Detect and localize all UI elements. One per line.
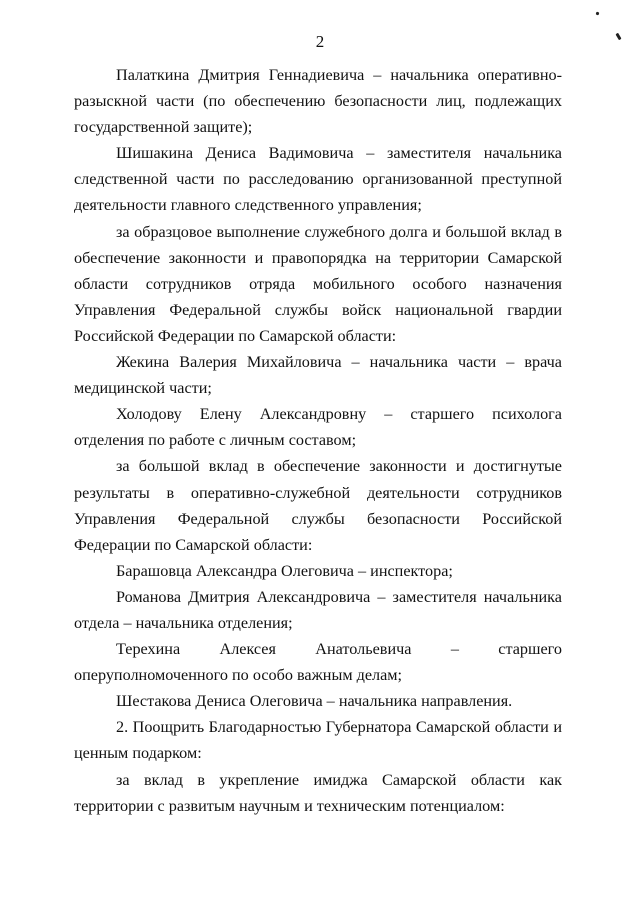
- award-reason-paragraph: за большой вклад в обеспечение законности и достигнутые результаты в оперативно-служебной деятельности сотрудников Управления Федеральной службы безопасности Российской Федерации по Самарской области:: [74, 457, 562, 554]
- award-reason-paragraph: за образцовое выполнение служебного долга и большой вклад в обеспечение законности и правопорядка на территории Самарской области сотрудников отряда мобильного особого назначения Управления Федеральной службы войск национальной гвардии Российской Федерации по Самарской области:: [74, 222, 562, 345]
- award-paragraph: Палаткина Дмитрия Геннадиевича – начальника оперативно-разыскной части (по обеспечению безопасности лиц, подлежащих государственной защите);: [74, 66, 562, 137]
- numbered-clause: 2. Поощрить Благодарностью Губернатора Самарской области и ценным подарком:: [74, 718, 562, 763]
- award-reason-paragraph: за вклад в укрепление имиджа Самарской области как территории с развитым научным и техническим потенциалом:: [74, 770, 562, 815]
- page-number: 2: [315, 32, 325, 51]
- award-paragraph: Барашовца Александра Олеговича – инспектора;: [116, 561, 453, 580]
- award-paragraph: Терехина Алексея Анатольевича – старшего оперуполномоченного по особо важным делам;: [74, 640, 562, 685]
- award-paragraph: Жекина Валерия Михайловича – начальника части – врача медицинской части;: [74, 353, 562, 398]
- scan-speck: [596, 12, 600, 16]
- document-body: [74, 62, 562, 819]
- award-paragraph: Шестакова Дениса Олеговича – начальника направления.: [116, 692, 513, 711]
- award-paragraph: Холодову Елену Александровну – старшего психолога отделения по работе с личным составом;: [74, 405, 562, 450]
- award-paragraph: Романова Дмитрия Александровича – заместителя начальника отдела – начальника отделения;: [74, 587, 562, 632]
- award-paragraph: Шишакина Дениса Вадимовича – заместителя начальника следственной части по расследованию организованной преступной деятельности главного следственного управления;: [74, 144, 562, 215]
